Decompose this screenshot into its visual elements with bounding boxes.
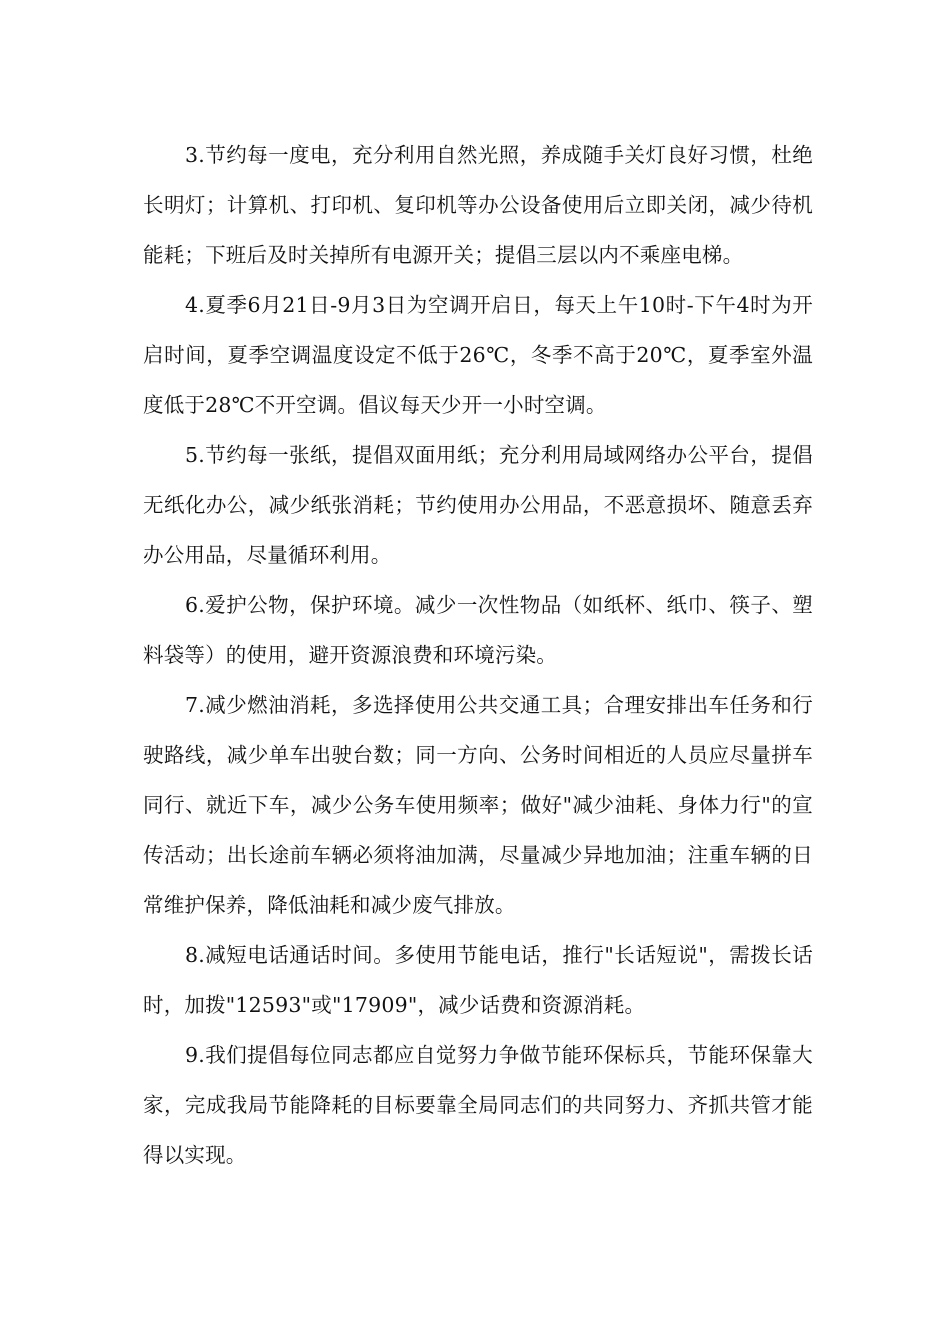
paragraph-item-3: 3.节约每一度电，充分利用自然光照，养成随手关灯良好习惯，杜绝长明灯；计算机、打印机、复印机等办公设备使用后立即关闭，减少待机能耗；下班后及时关掉所有电源开关；提倡三层以内不乘座电梯。 [143, 143, 813, 267]
paragraph-item-7: 7.减少燃油消耗，多选择使用公共交通工具；合理安排出车任务和行驶路线，减少单车出驶台数；同一方向、公务时间相近的人员应尽量拼车同行、就近下车，减少公务车使用频率；做好"减少油耗、身体力行"的宣传活动；出长途前车辆必须将油加满，尽量减少异地加油；注重车辆的日常维护保养，降低油耗和减少废气排放。 [143, 693, 813, 917]
paragraph-item-8: 8.减短电话通话时间。多使用节能电话，推行"长话短说"，需拨长话时，加拨"12593"或"17909"，减少话费和资源消耗。 [143, 943, 813, 1017]
paragraph-item-9: 9.我们提倡每位同志都应自觉努力争做节能环保标兵，节能环保靠大家，完成我局节能降耗的目标要靠全局同志们的共同努力、齐抓共管才能得以实现。 [143, 1043, 813, 1167]
document-body [143, 130, 813, 1180]
paragraph-item-6: 6.爱护公物，保护环境。减少一次性物品（如纸杯、纸巾、筷子、塑料袋等）的使用，避开资源浪费和环境污染。 [143, 593, 813, 667]
paragraph-item-4: 4.夏季6月21日-9月3日为空调开启日，每天上午10时-下午4时为开启时间，夏季空调温度设定不低于26℃，冬季不高于20℃，夏季室外温度低于28℃不开空调。倡议每天少开一小时空调。 [143, 293, 813, 417]
paragraph-item-5: 5.节约每一张纸，提倡双面用纸；充分利用局域网络办公平台，提倡无纸化办公，减少纸张消耗；节约使用办公用品，不恶意损坏、随意丢弃办公用品，尽量循环利用。 [143, 443, 813, 567]
